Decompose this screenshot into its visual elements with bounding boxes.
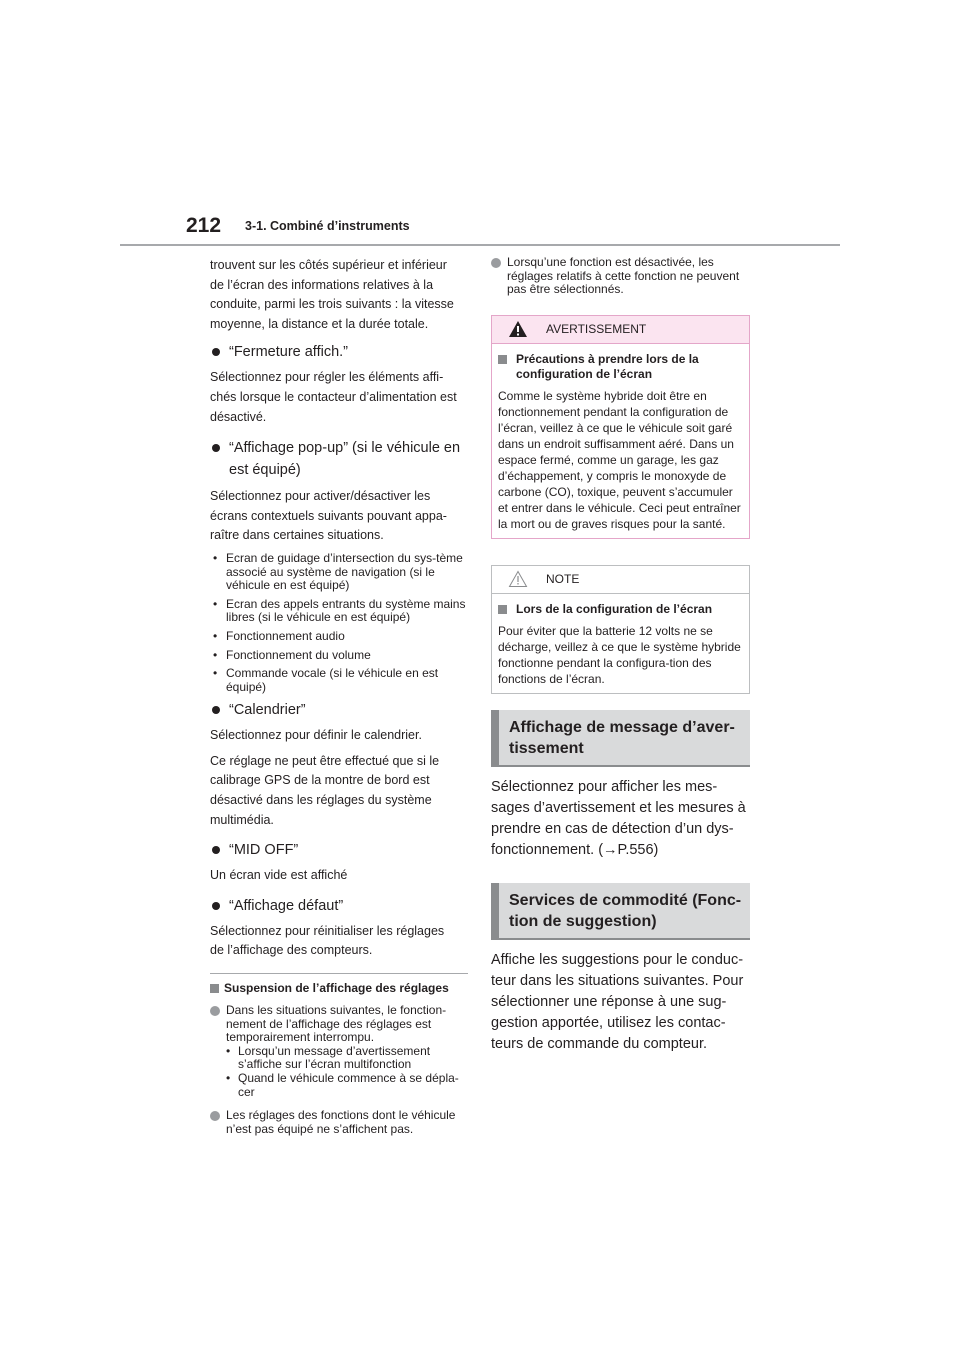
note-content: [492, 594, 749, 693]
midoff-description: Un écran vide est affiché: [210, 868, 348, 883]
intro-paragraph: trouvent sur les côtés supérieur et inférieur de l’écran des informations relatives à la conduite, parmi les trois suivants : la vitesse moyenne, la distance et la durée totale.: [210, 258, 454, 331]
square-bullet-icon: [210, 984, 219, 993]
bullet-icon: [212, 902, 220, 910]
item-fermeture-affich: “Fermeture affich.”: [210, 342, 468, 362]
list-item: • Fonctionnement du volume: [213, 647, 371, 662]
left-column: [210, 256, 468, 1143]
calendrier-description: Sélectionnez pour définir le calendrier.: [210, 728, 422, 743]
suspension-item: Dans les situations suivantes, le fonction-nement de l’affichage des réglages est temporairement interrompu. • Lorsqu’un message d’avertissement s’affiche sur l’écran multifonction • Quand le véhicule commence à se dépla-cer: [210, 1004, 468, 1099]
circle-bullet-icon: [210, 1006, 220, 1016]
warning-subtitle: Précautions à prendre lors de la configuration de l’écran: [498, 352, 743, 382]
paragraph-services-commodite: Affiche les suggestions pour le conduc-teur dans les situations suivantes. Pour sélectionner une réponse à une sug-gestion apportée, utilisez les contac-teurs de commande du compteur.: [491, 951, 744, 1052]
bullet-icon: [212, 846, 220, 854]
list-item: • Ecran de guidage d’intersection du sys-tème associé au système de navigation (si le véhicule en est équipé): [213, 550, 463, 593]
list-item: • Fonctionnement audio: [213, 628, 345, 643]
calendrier-note: Ce réglage ne peut être effectué que si le calibrage GPS de la montre de bord est désactivé dans les réglages du système multimédia.: [210, 753, 440, 827]
warning-header: [492, 316, 749, 344]
note-label: NOTE: [546, 572, 580, 587]
page-number: 212: [186, 214, 222, 237]
list-item: • Commande vocale (si le véhicule en est équipé): [213, 666, 439, 694]
bullet-icon: [212, 706, 220, 714]
defaut-description: Sélectionnez pour réinitialiser les réglages de l’affichage des compteurs.: [210, 923, 445, 958]
caution-triangle-icon: [508, 570, 528, 588]
note-box: [491, 565, 750, 694]
circle-bullet-icon: [491, 258, 501, 268]
warning-content: [492, 344, 749, 538]
list-item: • Ecran des appels entrants du système mains libres (si le véhicule en est équipé): [213, 596, 466, 625]
square-bullet-icon: [498, 605, 507, 614]
info-item: Lorsqu’une fonction est désactivée, les réglages relatifs à cette fonction ne peuvent pas être sélectionnés.: [491, 256, 750, 297]
heading-services-commodite: Services de commodité (Fonc-tion de suggestion): [491, 883, 750, 940]
suspension-item: Les réglages des fonctions dont le véhicule n’est pas équipé ne s’affichent pas.: [210, 1109, 468, 1136]
fermeture-description: Sélectionnez pour régler les éléments affi- chés lorsque le contacteur d’alimentation est désactivé.: [210, 370, 457, 424]
warning-label: AVERTISSEMENT: [546, 322, 647, 337]
item-affichage-popup: “Affichage pop-up” (si le véhicule en est équipé): [210, 437, 468, 481]
bullet-icon: [212, 348, 220, 356]
section-divider: [210, 973, 468, 974]
item-affichage-defaut: “Affichage défaut”: [210, 896, 468, 916]
warning-text: Comme le système hybride doit être en fonctionnement pendant la configuration de l’écran, veillez à ce que le véhicule soit garé dans un endroit suffisamment aéré. Dans un espace fermé, comme un garage, les gaz d’échappement, y compris le monoxyde de carbone (CO), toxique, peuvent s’accumuler et entrer dans le véhicule. Ceci peut entraîner la mort ou de graves risques pour la santé.: [498, 388, 741, 531]
note-header: [492, 566, 749, 594]
item-mid-off: “MID OFF”: [210, 840, 468, 860]
bullet-icon: [212, 444, 220, 452]
warning-triangle-icon: [508, 320, 528, 338]
header-divider: [120, 244, 840, 246]
popup-description: Sélectionnez pour activer/désactiver les écrans contextuels suivants pouvant appa- raître dans certaines situations.: [210, 489, 447, 543]
list-item: • Quand le véhicule commence à se dépla-cer: [226, 1071, 459, 1099]
suspension-heading: Suspension de l’affichage des réglages: [210, 980, 468, 996]
paragraph-affichage-message: Sélectionnez pour afficher les mes-sages d’avertissement et les mesures à prendre en cas de détection d’un dys-fonctionnement. (→P.556): [491, 778, 746, 858]
heading-affichage-message: Affichage de message d’aver-tissement: [491, 710, 750, 767]
item-calendrier: “Calendrier”: [210, 700, 468, 720]
circle-bullet-icon: [210, 1111, 220, 1121]
right-column: [491, 256, 750, 1055]
list-item: • Lorsqu’un message d’avertissement s’affiche sur l’écran multifonction: [226, 1043, 431, 1072]
square-bullet-icon: [498, 355, 507, 364]
section-title: 3-1. Combiné d’instruments: [245, 219, 410, 233]
note-subtitle: Lors de la configuration de l’écran: [498, 602, 743, 617]
popup-list: [210, 552, 468, 694]
note-text: Pour éviter que la batterie 12 volts ne se décharge, veillez à ce que le système hybride fonctionne pendant la configura-tion des fonctions de l’écran.: [498, 623, 741, 686]
warning-box: [491, 315, 750, 539]
